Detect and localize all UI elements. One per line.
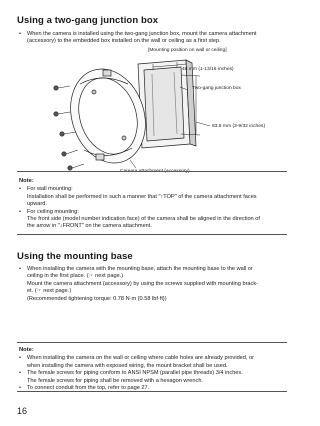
bullet-dot: • bbox=[19, 186, 21, 193]
label-mounting-position: [Mounting position on wall or ceiling] bbox=[148, 48, 227, 53]
note1-item1-head: For wall mounting: bbox=[27, 186, 73, 193]
installation-diagram bbox=[40, 50, 280, 175]
note2-item3-line1: To connect conduit from the top, refer to page 27. bbox=[27, 385, 150, 392]
bullet-dot: • bbox=[19, 385, 21, 392]
label-camera-attachment: Camera attachment (accessory) bbox=[120, 169, 190, 174]
note2-item2-line1: The female screws for piping conform to ANSI NPSM (parallel pipe threads) 3/4 inches. bbox=[27, 370, 243, 377]
section-title-mounting-base: Using the mounting base bbox=[17, 251, 133, 262]
note1-item1-line2: upward. bbox=[27, 201, 47, 208]
note2-item1-line2: when installing the camera with exposed wiring, the mount bracket shall be used. bbox=[27, 362, 228, 369]
page-number: 16 bbox=[17, 406, 28, 416]
note1-item2-line1: The front side (model number indication face) of the camera shall be aligned in the direction of bbox=[27, 216, 260, 223]
note1-item1-line1: Installation shall be performed in such a manner that "↑TOP" of the camera attachment faces bbox=[27, 193, 257, 200]
label-height-dimension: 83.5 mm {3-9/32 inches} bbox=[212, 124, 266, 129]
section-title-two-gang: Using a two-gang junction box bbox=[17, 15, 159, 26]
section2-line3: Mount the camera attachment (accessory) by using the screws supplied with mounting brack- bbox=[27, 280, 259, 287]
note-box-1 bbox=[17, 171, 287, 235]
label-junction-box: Two-gang junction box bbox=[192, 86, 241, 91]
note1-title: Note: bbox=[19, 178, 34, 184]
section2-line2: ceiling in the first place. (☞ next page.) bbox=[27, 273, 124, 280]
bullet-dot: • bbox=[19, 355, 21, 362]
bullet-dot: • bbox=[19, 370, 21, 377]
section1-bullet bbox=[19, 31, 287, 46]
bullet-dot: • bbox=[19, 266, 21, 272]
bullet-dot: • bbox=[19, 31, 21, 37]
bullet-dot: • bbox=[19, 208, 21, 215]
section2-bullet bbox=[19, 266, 287, 303]
junction-box-shape bbox=[138, 60, 196, 148]
section2-line1: When installing the camera with the mounting base, attach the mounting base to the wall or bbox=[27, 266, 253, 272]
note1-item2-head: For ceiling mounting: bbox=[27, 208, 79, 215]
section2-line5: (Recommended tightening torque: 0.78 N·m {0.58 lbf·ft}) bbox=[27, 295, 167, 302]
junction-box-illustration bbox=[40, 50, 280, 175]
note2-title: Note: bbox=[19, 347, 34, 353]
note2-item2-line2: The female screws for piping shall be removed with a hexagon wrench. bbox=[27, 377, 203, 384]
note1-content bbox=[19, 178, 285, 231]
section1-text-line1: When the camera is installed using the two-gang junction box, mount the camera attachment bbox=[27, 31, 257, 37]
note2-content bbox=[19, 347, 285, 392]
label-width-dimension: 46 mm {1-13/16 inches} bbox=[182, 67, 234, 72]
note-box-2 bbox=[17, 342, 287, 392]
note2-item1-line1: When installing the camera on the wall or ceiling where cable holes are already provided, or bbox=[27, 355, 254, 362]
section2-line4: et. (☞ next page.) bbox=[27, 288, 72, 295]
note1-item2-line2: the arrow in "↓FRONT" on the camera attachment. bbox=[27, 223, 152, 230]
section1-text-line2: (accessory) to the embedded box installed on the wall or ceiling as a first step. bbox=[27, 38, 221, 45]
